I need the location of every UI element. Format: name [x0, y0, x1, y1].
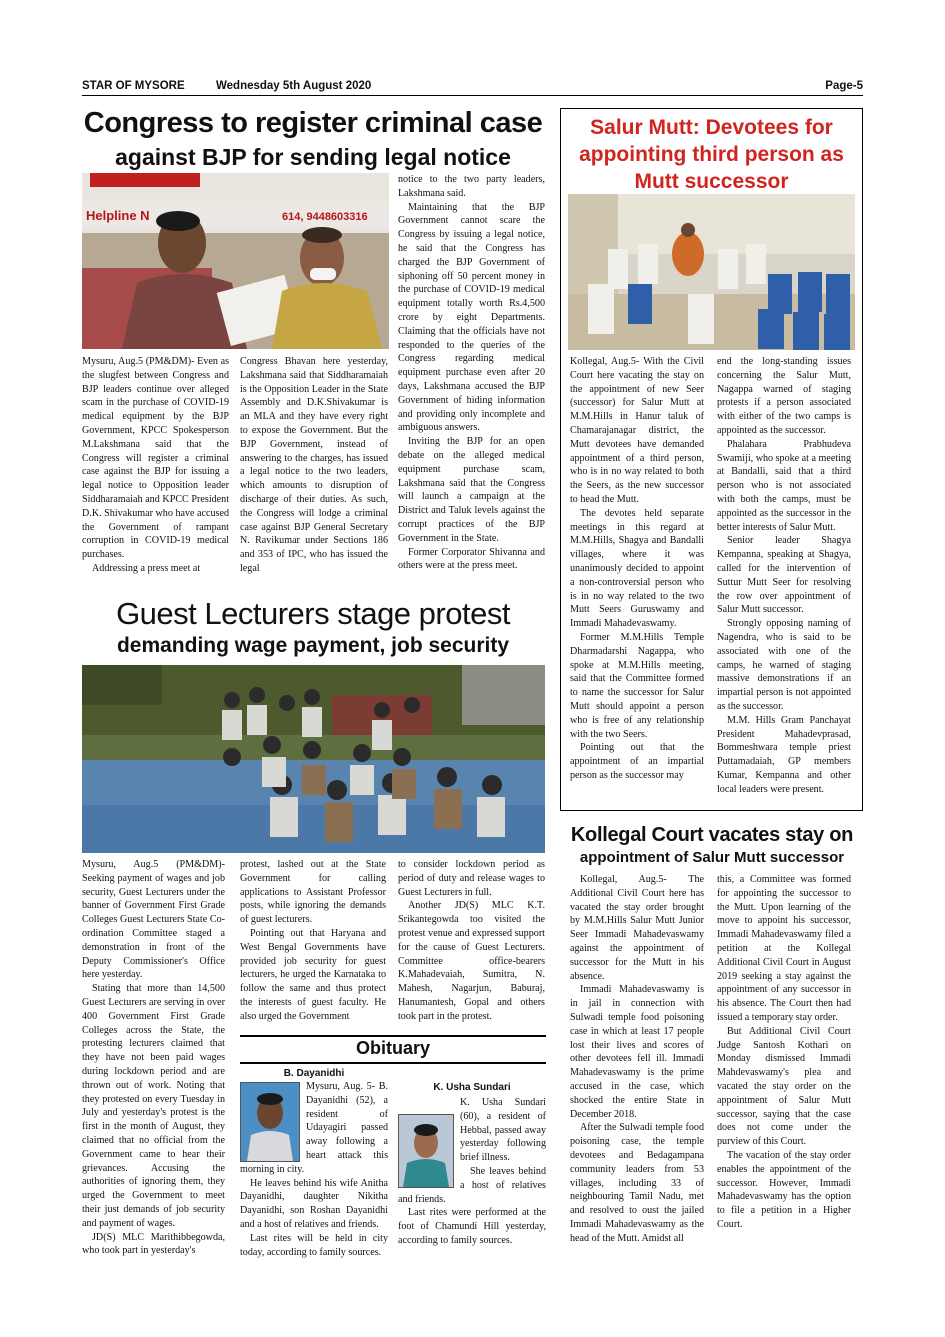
portrait-photo-1 — [240, 1082, 300, 1162]
obituary-bottom-rule — [240, 1062, 546, 1064]
article2-title: Guest Lecturers stage protest — [116, 596, 510, 631]
paragraph: Kollegal, Aug.5- With the Civil Court here vacating the stay on the appointment of new Seer (successor) for Salur Mutt at M.M.Hills in Hanur taluk of Chamarajanagar district, the Mutt devotees have demanded appointment of a third person, who is in no way related to both the Seers, as the new successor to head the Mutt. — [570, 356, 704, 505]
obituary-name-2: K. Usha Sundari — [433, 1082, 511, 1093]
paragraph: Pointing out that the appointment of an impartial person as the successor may — [570, 742, 704, 781]
article3-title: Salur Mutt: Devotees for appointing third person as Mutt successor — [579, 116, 844, 193]
obituary-heading: Obituary — [355, 1038, 430, 1058]
paragraph: Inviting the BJP for an open debate on the alleged medical equipment purchase scam, Lakshmana said that the Congress will launch a campaign at the District and Taluk levels against the corrupt practices of the BJP Government in the State. — [398, 436, 545, 544]
article4-title: Kollegal Court vacates stay on — [570, 824, 854, 846]
article2-column-1 — [82, 858, 225, 1258]
paragraph: JD(S) MLC Marithibbegowda, who took part in yesterday's — [82, 1231, 225, 1257]
issue-date: Wednesday 5th August 2020 — [216, 80, 372, 92]
portrait-photo-2 — [398, 1114, 454, 1188]
paragraph: Kollegal, Aug.5- The Additional Civil Court here has vacated the stay order brought by M.M.Hills Salur Mutt Junior Seer Immadi Mahadevaswamy against the appointment of successor for the Mutt in his absence. — [570, 874, 704, 982]
article2-subtitle: demanding wage payment, job security — [116, 634, 510, 657]
paragraph: The vacation of the stay order enables the appointment of the successor. However, Immadi Mahadevaswamy has the option to file a petition in a Higher Court. — [717, 1149, 851, 1230]
paragraph: Pointing out that Haryana and West Bengal Governments have provided job security for guest lecturers, he urged the Karnataka to follow the same and thus protect the interests of guest faculty. He also urged the Government — [240, 927, 386, 1022]
obituary-name-1: B. Dayanidhi — [283, 1068, 345, 1079]
paragraph: Congress Bhavan here yesterday, Lakshmana said that Siddharamaiah is the Opposition Leader in the State Assembly and D.K.Shivakumar is an MLA and they have every right to expose the Government. But the BJP Government, instead of answering to the charges, has issued a legal notice to the two leaders, which amounts to disruption of discharge of their duties. As such, the Congress will lodge a criminal case against BJP General Secretary N. Ravikumar under Sections 186 and 353 of IPC, who has issued the legal — [240, 356, 388, 574]
paragraph: He leaves behind his wife Anitha Dayanidhi, daughter Nikitha Dayanidhi, son Roshan Dayanidhi and a host of relatives and friends. — [240, 1177, 388, 1230]
paragraph: Former Corporator Shivanna and others were at the press meet. — [398, 546, 545, 572]
obituary-top-rule — [240, 1035, 546, 1037]
obituary-person-1 — [240, 1080, 388, 1259]
paragraph: end the long-standing issues concerning the Salur Mutt, Nagappa warned of staging protests if a person associated with either of the two camps is appointed as the successor. — [717, 356, 851, 436]
protest-photo — [82, 665, 545, 853]
paragraph: M.M. Hills Gram Panchayat President Mahadevprasad, Bommeshwara temple priest Puttamadaiah, GP members Kumar, Kempanna and other local leaders were present. — [717, 714, 851, 795]
article1-subtitle: against BJP for sending legal notice — [115, 144, 511, 170]
press-meet-photo — [82, 173, 389, 349]
obituary-person-2 — [398, 1096, 546, 1248]
article2-photo — [82, 665, 545, 853]
paragraph: Mysuru, Aug. 5- B. Dayanidhi (52), a resident of Udayagiri passed away following a heart attack this morning in city. — [240, 1081, 388, 1175]
paragraph: Senior leader Shagya Kempanna, speaking at Shagya, called for the intervention of Suttur Mutt Seer for resolving the row over appointment of Salur Mutt successor. — [717, 535, 851, 616]
article2-column-3 — [398, 858, 545, 1024]
article3-photo — [568, 194, 855, 350]
article1-column-2 — [240, 355, 388, 576]
article1-column-3 — [398, 173, 545, 573]
paragraph: Former M.M.Hills Temple Dharmadarshi Nagappa, who spoke at M.M.Hills meeting, said that the Committee formed to name the successor for Salur Mutt should appoint a person who is free of any relationship with the two Seers. — [570, 631, 704, 740]
article1-title: Congress to register criminal case — [83, 107, 543, 139]
paragraph: Addressing a press meet at — [92, 562, 201, 574]
article4-column-2 — [717, 873, 851, 1232]
page-header — [82, 80, 863, 96]
paragraph: After the Sulwadi temple food poisoning case, the temple devotees and Bedagampana community leaders from 53 villages, including 33 of neighbouring Tamil Nadu, met and resolved to oust the jailed Immadi Mahadevaswamy as the head of the Mutt. Amidst all — [570, 1122, 704, 1244]
article3-column-1 — [570, 355, 704, 783]
banner-text: Helpline N — [86, 208, 150, 223]
paper-name: STAR OF MYSORE — [82, 80, 185, 92]
paragraph: this, a Committee was formed for appointing the successor to the Mutt. Upon learning of the move to appoint his successor, Immadi Mahadevaswamy filed a petition at the Kollegal Additional Civil Court in August 2019 seeking a stay against the appointment of any successor in his absence. The Court then had issued a temporary stay order. — [717, 874, 851, 1023]
paragraph: protest, lashed out at the State Government for calling applications to Assistant Professor posts, while ignoring the demands of guest lecturers. — [240, 859, 386, 926]
paragraph: Phalahara Prabhudeva Swamiji, who spoke at a meeting at Bandalli, said that a third person who is not associated with both the camps, must be appointed as the successor in the better interests of Salur Mutt. — [717, 438, 851, 533]
paragraph: Mysuru, Aug.5 (PM&DM)- Even as the slugfest between Congress and BJP leaders continue over alleged scam in the purchase of COVID-19 medical equipment by the BJP Government, KPCC Spokesperson M.Lakshmana said that the Congress will register a criminal case against the BJP for issuing a legal notice to Opposition leader Siddharamaiah and KPCC President D.K. Shivakumar who have accused the Government of rampant corruption in COVID-19 medical purchases. — [82, 356, 229, 561]
paragraph: Stating that more than 14,500 Guest Lecturers are serving in over 400 Government First Grade Colleges across the State, the protesting lecturers claimed that they have not been paid wages during lockdown period and are thrown out of work. Noting that they protested on every Tuesday in July and yesterday's protest is the first in the month of August, they claimed that no official from the Government came to hear their grievances. Accusing the authorities of ignoring them, they urged the Government to meet their just demands of job security and payment of wages. — [82, 983, 225, 1229]
mutt-meeting-photo — [568, 194, 855, 350]
article3-column-2 — [717, 355, 851, 797]
paragraph: But Additional Civil Court Judge Santosh Kothari on Monday dismissed Immadi Mahdevaswamy's plea and vacated the stay order on the appointment of Salur Mutt successor, saying that the case does not come under the purview of this Court. — [717, 1025, 851, 1148]
article2-column-2 — [240, 858, 386, 1024]
article1-photo — [82, 173, 389, 349]
paragraph: K. Usha Sundari (60), a resident of Hebbal, passed away yesterday following brief illness. — [460, 1097, 546, 1164]
paragraph: Mysuru, Aug.5 (PM&DM)- Seeking payment of wages and job security, Guest Lecturers under the banner of Government First Grade Colleges Guest Lecturers State Co-ordination Committee staged a demonstration in front of the Deputy Commissioner's Office here yesterday. — [82, 859, 225, 981]
paragraph: Last rites were performed at the foot of Chamundi Hill yesterday, according to family sources. — [398, 1207, 546, 1246]
article4-subtitle: appointment of Salur Mutt successor — [579, 849, 845, 866]
page-number: Page-5 — [825, 80, 863, 92]
article1-column-1 — [82, 355, 229, 576]
paragraph: The devotes held separate meetings in this regard at M.M.Hills, Shagya and Bandalli villages, where it was unanimously decided to appoint a non-controversial person who is in no way related to the two Mutt Seers Guruswamy and Immadi Mahadevaswamy. — [570, 507, 704, 630]
paragraph: notice to the two party leaders, Lakshmana said. — [398, 174, 545, 199]
paragraph: Immadi Mahadevaswamy is in jail in connection with Sulwadi temple food poisoning case in which at least 17 people lost their lives and scores of other devotees fell ill. Immadi Mahadevaswamy is the prime accused in the case, which shocked the entire State in December 2018. — [570, 984, 704, 1120]
paragraph: Strongly opposing naming of Nagendra, who is said to be associated with one of the camps, he warned of staging massive demonstrations if an impartial person is not appointed as the successor. — [717, 618, 851, 712]
banner-numbers: 614, 9448603316 — [282, 211, 368, 223]
paragraph: Maintaining that the BJP Government cannot scare the Congress by issuing a legal notice, he said that the Congress has charged the BJP Government of siphoning off 50 percent money in the purchase of COVID-19 medical equipment totally worth Rs.4,500 crore by eight Departments. Claiming that the officials have not responded to the queries of the Congress regarding medical equipment purchase even after 20 days, Lakshmana accused the BJP Government of hiding information and providing only incomplete and ambiguous answers. — [398, 201, 545, 434]
paragraph: Last rites will be held in city today, according to family sources. — [240, 1232, 388, 1258]
paragraph: Another JD(S) MLC K.T. Srikantegowda too visited the protest venue and expressed support for the cause of Guest Lecturers. Committee office-bearers K.Mahadevaiah, Sumitra, N. Mahesh, Nagarjun, Baburaj, Hanumantesh, Gopal and others took part in the protest. — [398, 900, 545, 1022]
paragraph: to consider lockdown period as period of duty and release wages to Guest Lecturers in full. — [398, 859, 545, 898]
article4-column-1 — [570, 873, 704, 1246]
paragraph: She leaves behind a host of relatives and friends. — [398, 1165, 546, 1205]
